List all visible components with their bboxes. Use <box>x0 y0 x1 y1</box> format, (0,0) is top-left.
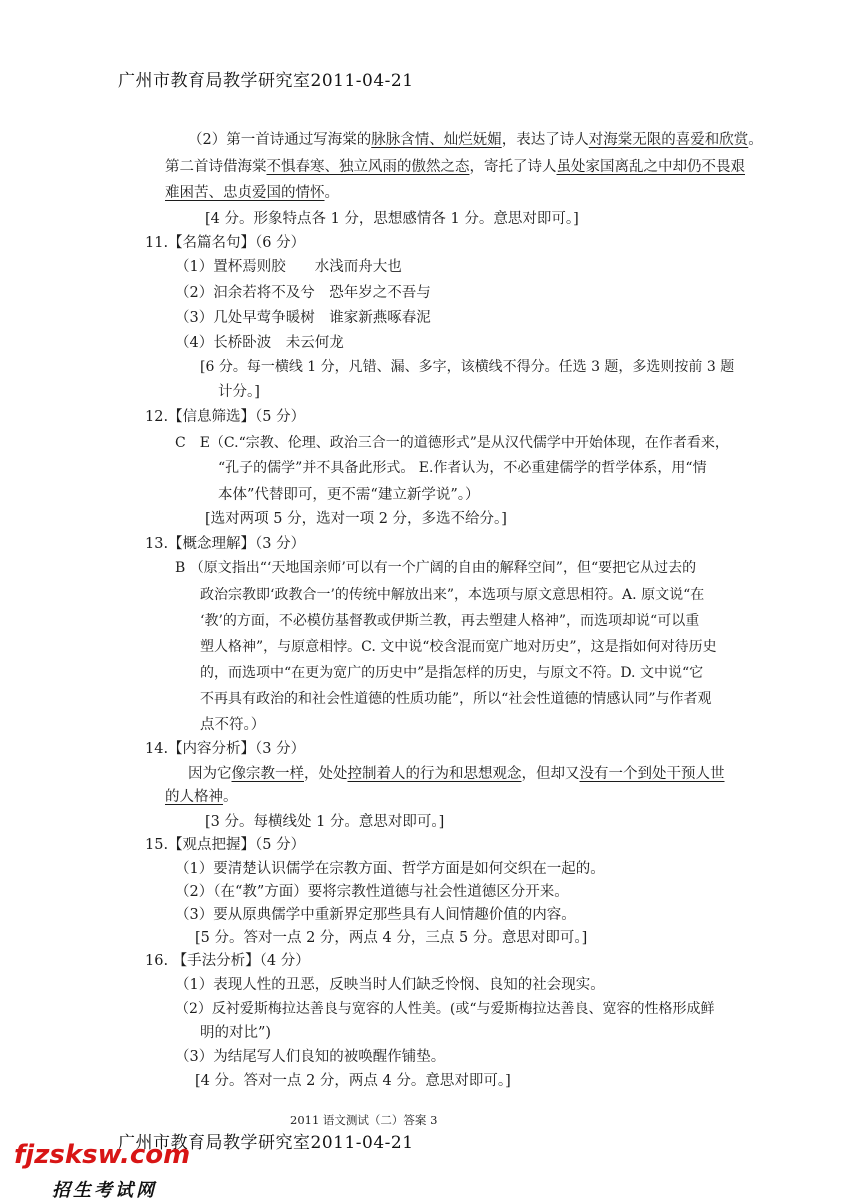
q14-line-2 <box>165 785 238 806</box>
q12-line: “孔子的儒学”并不具备此形式。 E.作者认为，不必重建儒学的哲学体系，用“情 <box>218 460 707 476</box>
q10-underline: 难困苦、忠贞爱国的情怀 <box>165 185 325 201</box>
q14-text: ，但却又 <box>521 766 580 782</box>
q10-line-1 <box>188 128 763 149</box>
q14-score: [3 分。每横线处 1 分。意思对即可。] <box>205 814 445 830</box>
page-number-label: 2011 语文测试（二）答案 3 <box>290 1113 438 1127</box>
site-logo-brand: fjzsksw.com <box>14 1140 191 1170</box>
q11-item: （2）汩余若将不及兮 恐年岁之不吾与 <box>175 285 431 301</box>
q16-item: 明的对比”) <box>200 1025 272 1041</box>
q10-text: 。 <box>748 132 763 148</box>
q13-line: 塑人格神”，与原意相悖。C. 文中说“校含混而宽广地对历史”，这是指如何对待历史 <box>200 639 717 655</box>
q14-text: 。 <box>223 789 238 805</box>
q10-underline: 脉脉含情、灿烂妩媚 <box>371 132 502 148</box>
q15-score: [5 分。答对一点 2 分，两点 4 分，三点 5 分。意思对即可。] <box>195 930 588 946</box>
q13-title: 13.【概念理解】（3 分） <box>145 536 306 552</box>
q14-underline: 像宗教一样 <box>231 766 304 782</box>
q10-text: ，寄托了诗人 <box>469 159 557 175</box>
header-watermark: 广州市教育局教学研究室2011-04-21 <box>118 71 414 91</box>
q12-line: C E（C.“宗教、伦理、政治三合一的道德形式”是从汉代儒学中开始体现，在作者看来， <box>175 435 729 451</box>
q16-item: （2）反衬爱斯梅拉达善良与宽容的人性美。(或“与爱斯梅拉达善良、宽容的性格形成鲜 <box>175 1001 715 1017</box>
q10-line-3 <box>165 181 339 202</box>
q13-line: B （原文指出“‘天地国亲师’可以有一个广阔的自由的解释空间”，但“要把它从过去的 <box>175 560 697 576</box>
q15-item: （2）（在“教”方面）要将宗教性道德与社会性道德区分开来。 <box>175 884 569 900</box>
q14-underline: 的人格神 <box>165 789 223 805</box>
q12-score: [选对两项 5 分，选对一项 2 分，多选不给分。] <box>205 511 507 527</box>
q10-line-2 <box>165 155 745 176</box>
q14-line-1 <box>188 762 725 783</box>
q16-score: [4 分。答对一点 2 分，两点 4 分。意思对即可。] <box>195 1073 511 1089</box>
site-logo-subtitle: 招生考试网 <box>52 1180 157 1201</box>
q14-underline: 没有一个到处干预人世 <box>579 766 725 782</box>
q11-item: （4）长桥卧波 未云何龙 <box>175 335 344 351</box>
q13-line: 点不符。） <box>200 717 266 733</box>
q11-title: 11.【名篇名句】（6 分） <box>145 235 306 251</box>
q10-underline: 对海棠无限的喜爱和欣赏 <box>588 132 749 148</box>
q12-line: 本体”代替即可，更不需“建立新学说”。） <box>218 487 480 503</box>
q14-underline: 控制着人的行为和思想观念 <box>347 766 522 782</box>
q10-text: （2）第一首诗通过写海棠的 <box>188 132 372 148</box>
q15-title: 15.【观点把握】（5 分） <box>145 837 306 853</box>
q13-line: ‘教’的方面，不必模仿基督教或伊斯兰教，再去塑建人格神”，而选项却说“可以重 <box>200 613 700 629</box>
q16-item: （1）表现人性的丑恶，反映当时人们缺乏怜悯、良知的社会现实。 <box>175 977 605 993</box>
q10-text: 。 <box>324 185 339 201</box>
q14-text: 因为它 <box>188 766 232 782</box>
q11-item: （3）几处早莺争暖树 谁家新燕啄春泥 <box>175 310 431 326</box>
q10-underline: 虽处家国离乱之中却仍不畏艰 <box>556 159 745 175</box>
q15-item: （3）要从原典儒学中重新界定那些具有人间情趣价值的内容。 <box>175 907 576 923</box>
q16-item: （3）为结尾写人们良知的被唤醒作铺垫。 <box>175 1049 446 1065</box>
q14-text: ，处处 <box>304 766 348 782</box>
q11-score: [6 分。每一横线 1 分，凡错、漏、多字，该横线不得分。任选 3 题，多选则按前 3 题 <box>200 359 735 375</box>
q10-text: 第二首诗借海棠 <box>165 159 267 175</box>
q10-underline: 不惧春寒、独立风雨的傲然之态 <box>266 159 470 175</box>
q12-title: 12.【信息筛选】（5 分） <box>145 409 306 425</box>
q10-score: [4 分。形象特点各 1 分，思想感情各 1 分。意思对即可。] <box>205 211 579 227</box>
q14-title: 14.【内容分析】（3 分） <box>145 741 306 757</box>
q11-score: 计分。] <box>218 384 260 400</box>
q10-text: ，表达了诗人 <box>501 132 589 148</box>
q13-line: 不再具有政治的和社会性道德的性质功能”，所以“社会性道德的情感认同”与作者观 <box>200 691 712 707</box>
q13-line: 政治宗教即‘政教合一’的传统中解放出来”，本选项与原文意思相符。A. 原文说“在 <box>200 587 705 603</box>
q13-line: 的，而选项中“在更为宽广的历史中”是指怎样的历史，与原文不符。D. 文中说“它 <box>200 665 704 681</box>
q15-item: （1）要清楚认识儒学在宗教方面、哲学方面是如何交织在一起的。 <box>175 861 605 877</box>
q11-item: （1）置杯焉则胶 水浅而舟大也 <box>175 259 402 275</box>
q16-title: 16. 【手法分析】（4 分） <box>145 953 310 969</box>
footer-watermark: 广州市教育局教学研究室2011-04-21 <box>118 1133 414 1153</box>
site-logo[interactable] <box>14 1140 191 1201</box>
